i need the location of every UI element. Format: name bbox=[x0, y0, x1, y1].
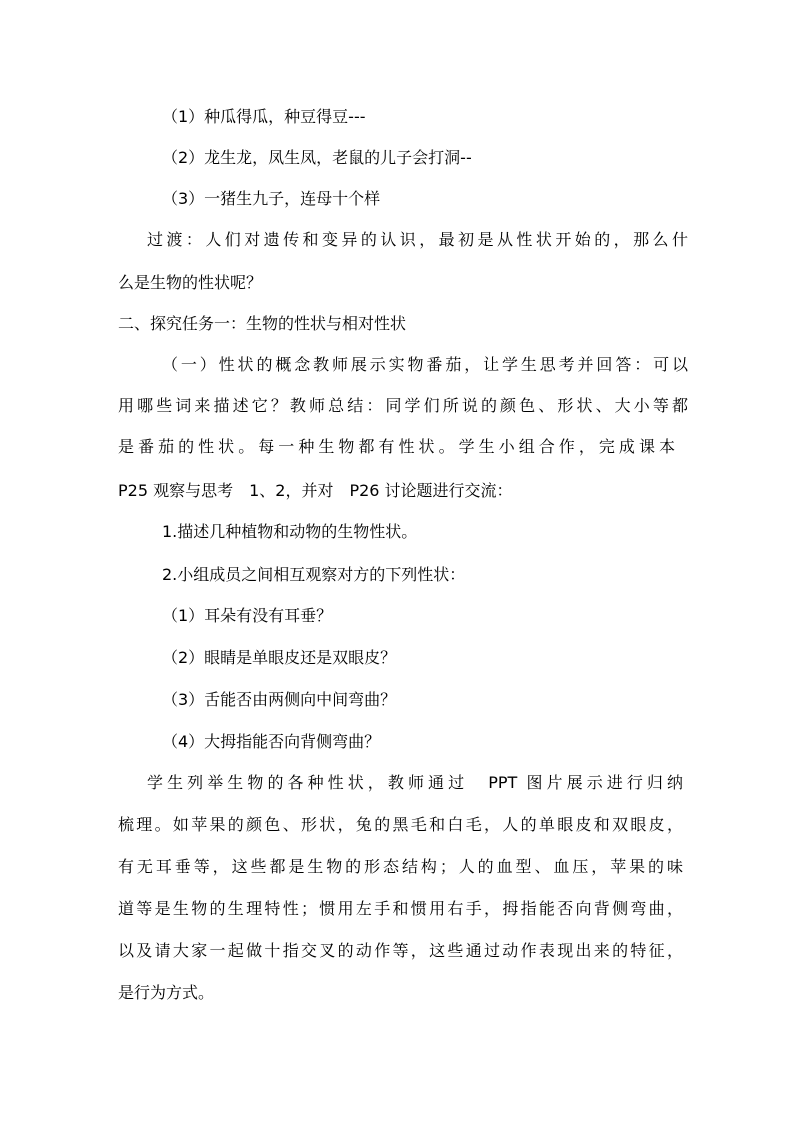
paragraph-line: 以及请大家一起做十指交叉的动作等，这些通过动作表现出来的特征， bbox=[118, 941, 683, 960]
list-item: （1）耳朵有没有耳垂？ bbox=[162, 606, 333, 625]
paragraph-line: 有无耳垂等，这些都是生物的形态结构；人的血型、血压，苹果的味 bbox=[118, 857, 683, 876]
paragraph-line: 用哪些词来描述它？教师总结：同学们所说的颜色、形状、大小等都 bbox=[118, 396, 688, 415]
paragraph-line: 道等是生物的生理特性；惯用左手和惯用右手，拇指能否向背侧弯曲， bbox=[118, 899, 683, 918]
list-item: 2.小组成员之间相互观察对方的下列性状： bbox=[162, 565, 466, 584]
text-line: （3）一猪生九子，连母十个样 bbox=[162, 189, 381, 208]
list-item: （4）大拇指能否向背侧弯曲？ bbox=[162, 732, 381, 751]
list-item: （3）舌能否由两侧向中间弯曲？ bbox=[162, 690, 397, 709]
paragraph-line: （一）性状的概念教师展示实物番茄，让学生思考并回答：可以 bbox=[162, 355, 688, 374]
text-line: （1）种瓜得瓜，种豆得豆--- bbox=[162, 107, 366, 126]
section-heading: 二、探究任务一：生物的性状与相对性状 bbox=[118, 314, 407, 333]
paragraph-line: 么是生物的性状呢？ bbox=[118, 273, 263, 292]
text-line: （2）龙生龙，凤生凤，老鼠的儿子会打洞-- bbox=[162, 148, 472, 167]
paragraph-line: 梳理。如苹果的颜色、形状，兔的黑毛和白毛，人的单眼皮和双眼皮， bbox=[118, 815, 683, 834]
paragraph-line: 是行为方式。 bbox=[118, 983, 215, 1002]
paragraph-line: 学生列举生物的各种性状，教师通过 PPT 图片展示进行归纳 bbox=[147, 773, 683, 792]
list-item: （2）眼睛是单眼皮还是双眼皮？ bbox=[162, 648, 397, 667]
paragraph-line: 是番茄的性状。每一种生物都有性状。学生小组合作，完成课本 bbox=[118, 437, 675, 456]
paragraph-line: 过渡：人们对遗传和变异的认识，最初是从性状开始的，那么什 bbox=[147, 230, 688, 249]
list-item: 1.描述几种植物和动物的生物性状。 bbox=[162, 522, 418, 541]
paragraph-line: P25 观察与思考 1、2，并对 P26 讨论题进行交流： bbox=[118, 481, 513, 500]
